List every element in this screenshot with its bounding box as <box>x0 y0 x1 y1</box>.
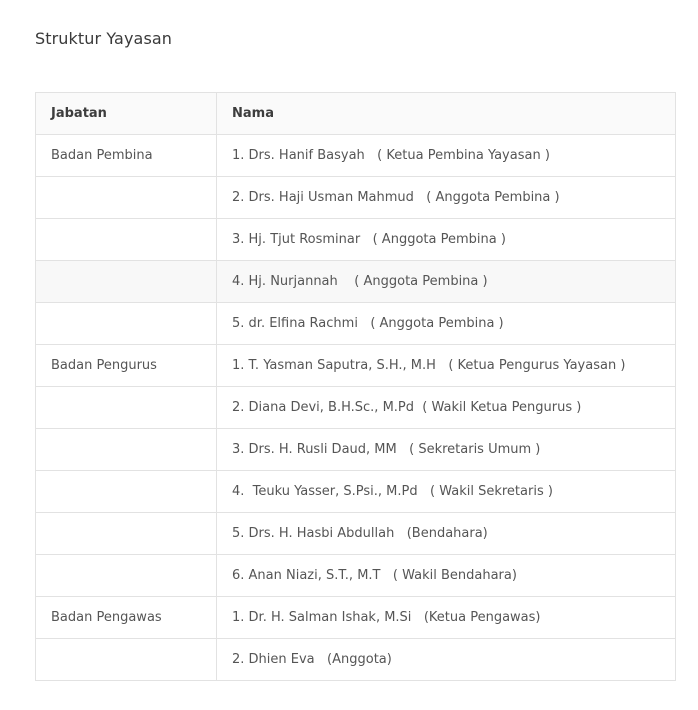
cell-nama: 1. Drs. Hanif Basyah ( Ketua Pembina Yayasan ) <box>217 135 676 177</box>
table-row <box>36 387 676 429</box>
cell-nama: 2. Diana Devi, B.H.Sc., M.Pd ( Wakil Ketua Pengurus ) <box>217 387 676 429</box>
cell-nama: 2. Drs. Haji Usman Mahmud ( Anggota Pembina ) <box>217 177 676 219</box>
cell-jabatan <box>36 429 217 471</box>
cell-jabatan <box>36 219 217 261</box>
header-jabatan: Jabatan <box>36 93 217 135</box>
cell-jabatan: Badan Pembina <box>36 135 217 177</box>
cell-jabatan <box>36 513 217 555</box>
cell-nama: 5. Drs. H. Hasbi Abdullah (Bendahara) <box>217 513 676 555</box>
cell-jabatan <box>36 261 217 303</box>
cell-jabatan <box>36 639 217 681</box>
cell-nama: 1. Dr. H. Salman Ishak, M.Si (Ketua Pengawas) <box>217 597 676 639</box>
cell-jabatan: Badan Pengawas <box>36 597 217 639</box>
cell-jabatan <box>36 177 217 219</box>
table-row <box>36 219 676 261</box>
table-row <box>36 597 676 639</box>
cell-nama: 4. Hj. Nurjannah ( Anggota Pembina ) <box>217 261 676 303</box>
cell-jabatan <box>36 471 217 513</box>
table-row <box>36 555 676 597</box>
cell-jabatan <box>36 303 217 345</box>
cell-jabatan <box>36 555 217 597</box>
cell-nama: 5. dr. Elfina Rachmi ( Anggota Pembina ) <box>217 303 676 345</box>
table-row <box>36 135 676 177</box>
table-row <box>36 513 676 555</box>
table-row <box>36 471 676 513</box>
page-title: Struktur Yayasan <box>35 29 173 48</box>
cell-nama: 4. Teuku Yasser, S.Psi., M.Pd ( Wakil Sekretaris ) <box>217 471 676 513</box>
table-row <box>36 177 676 219</box>
table-row <box>36 639 676 681</box>
table-row <box>36 303 676 345</box>
cell-nama: 3. Drs. H. Rusli Daud, MM ( Sekretaris Umum ) <box>217 429 676 471</box>
cell-nama: 1. T. Yasman Saputra, S.H., M.H ( Ketua Pengurus Yayasan ) <box>217 345 676 387</box>
cell-nama: 3. Hj. Tjut Rosminar ( Anggota Pembina ) <box>217 219 676 261</box>
table-row <box>36 345 676 387</box>
cell-jabatan: Badan Pengurus <box>36 345 217 387</box>
cell-nama: 6. Anan Niazi, S.T., M.T ( Wakil Bendahara) <box>217 555 676 597</box>
header-nama: Nama <box>217 93 676 135</box>
table-header-row <box>36 93 676 135</box>
table-row <box>36 429 676 471</box>
cell-nama: 2. Dhien Eva (Anggota) <box>217 639 676 681</box>
struktur-table <box>35 92 676 681</box>
table-row <box>36 261 676 303</box>
cell-jabatan <box>36 387 217 429</box>
